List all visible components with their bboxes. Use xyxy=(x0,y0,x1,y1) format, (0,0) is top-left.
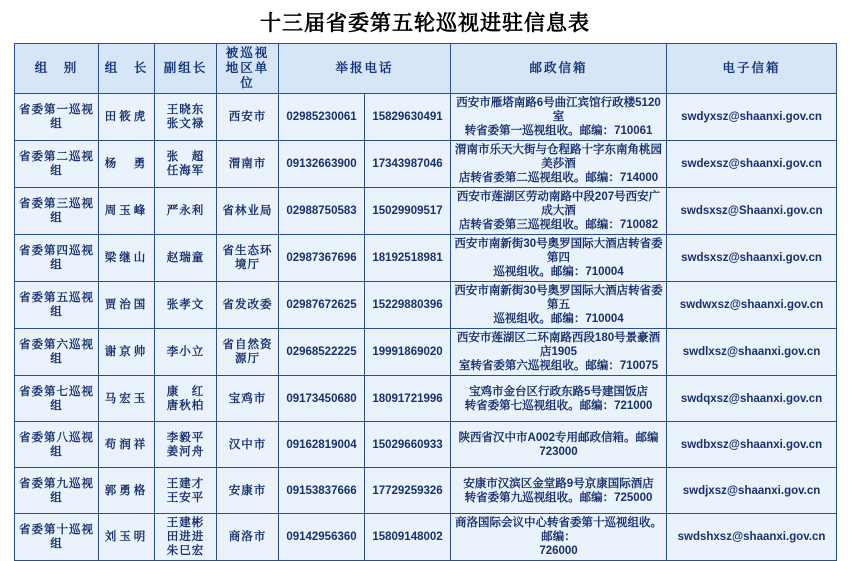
postal-line2: 巡视组收。邮编：710004 xyxy=(493,313,624,325)
cell-phone-1: 09162819004 xyxy=(279,422,365,468)
deputy-line2: 张文禄 xyxy=(166,118,205,130)
postal-line2: 店转省委第二巡视组收。邮编：714000 xyxy=(458,172,659,184)
cell-phone-2: 17729259326 xyxy=(365,468,451,514)
cell-leader: 田筱虎 xyxy=(99,94,155,141)
cell-deputy xyxy=(155,141,217,188)
cell-phone-2: 19991869020 xyxy=(365,329,451,376)
group-line2: 组 xyxy=(50,538,63,550)
cell-email: swdwxsz@shaanxi.gov.cn xyxy=(667,282,837,329)
cell-email: swdqxsz@shaanxi.gov.cn xyxy=(667,376,837,422)
cell-unit: 渭南市 xyxy=(217,141,279,188)
cell-leader: 刘玉明 xyxy=(99,514,155,561)
postal-line1: 西安市雁塔南路6号曲江宾馆行政楼5120室 xyxy=(456,97,661,123)
deputy-line1: 王建彬 xyxy=(166,517,205,529)
postal-line1: 西安市莲湖区二环南路西段180号景豪酒店1905 xyxy=(456,332,661,358)
header-unit-line1: 被巡视 xyxy=(225,46,270,60)
group-line1: 省委第六巡视 xyxy=(19,339,94,351)
cell-deputy: 张孝文 xyxy=(155,282,217,329)
group-line2: 组 xyxy=(50,306,63,318)
table-row xyxy=(15,94,837,141)
group-line1: 省委第三巡视 xyxy=(19,198,94,210)
cell-group xyxy=(15,514,99,561)
cell-email: swdyxsz@shaanxi.gov.cn xyxy=(667,94,837,141)
cell-group xyxy=(15,329,99,376)
cell-email: swdjxsz@shaanxi.gov.cn xyxy=(667,468,837,514)
deputy-line1: 李毅平 xyxy=(166,431,205,444)
postal-line1: 西安市莲湖区劳动南路中段207号西安广成大酒 xyxy=(456,191,661,217)
table-row xyxy=(15,141,837,188)
cell-group xyxy=(15,282,99,329)
cell-group xyxy=(15,376,99,422)
postal-line1: 渭南市乐天大街与仓程路十字东南角桃园美莎酒 xyxy=(455,144,663,170)
group-line1: 省委第八巡视 xyxy=(19,431,94,444)
cell-email: swdsxsz@Shaanxi.gov.cn xyxy=(667,188,837,235)
deputy-line2: 田进进 xyxy=(166,531,205,543)
deputy-line2: 唐秋柏 xyxy=(166,399,205,412)
header-unit xyxy=(217,44,279,94)
cell-postal xyxy=(451,329,667,376)
cell-leader: 郭勇格 xyxy=(99,468,155,514)
table-row xyxy=(15,282,837,329)
deputy-line1: 王建才 xyxy=(166,477,205,490)
cell-email: swdshxsz@shaanxi.gov.cn xyxy=(667,514,837,561)
table-row xyxy=(15,468,837,514)
cell-email: swdsxsz@shaanxi.gov.cn xyxy=(667,235,837,282)
postal-line2: 室转省委第六巡视组收。邮编：710075 xyxy=(458,360,659,372)
cell-unit: 安康市 xyxy=(217,468,279,514)
group-line2: 组 xyxy=(50,259,63,271)
cell-postal xyxy=(451,282,667,329)
table-row xyxy=(15,422,837,468)
header-group: 组 别 xyxy=(15,44,99,94)
cell-phone-2: 15809148002 xyxy=(365,514,451,561)
postal-line1: 商洛国际会议中心转省委第十巡视组收。邮编： xyxy=(455,517,663,543)
cell-unit: 西安市 xyxy=(217,94,279,141)
group-line1: 省委第一巡视 xyxy=(19,104,94,116)
cell-phone-2: 18091721996 xyxy=(365,376,451,422)
cell-leader: 杨 勇 xyxy=(99,141,155,188)
postal-line2: 巡视组收。邮编：710004 xyxy=(493,266,624,278)
cell-group xyxy=(15,188,99,235)
cell-group xyxy=(15,94,99,141)
header-unit-line2: 地区单位 xyxy=(225,61,270,90)
postal-line2: 转省委第九巡视组收。邮编：725000 xyxy=(464,491,653,504)
group-line1: 省委第五巡视 xyxy=(19,292,94,304)
cell-group xyxy=(15,141,99,188)
table-row xyxy=(15,329,837,376)
cell-phone-2: 18192518981 xyxy=(365,235,451,282)
unit-line2: 境厅 xyxy=(235,259,260,271)
table-row xyxy=(15,514,837,561)
cell-postal xyxy=(451,376,667,422)
group-line2: 组 xyxy=(50,118,63,130)
cell-phone-1: 09132663900 xyxy=(279,141,365,188)
cell-group xyxy=(15,422,99,468)
cell-email: swdbxsz@shaanxi.gov.cn xyxy=(667,422,837,468)
table-container xyxy=(0,43,850,561)
cell-phone-1: 02985230061 xyxy=(279,94,365,141)
unit-line2: 源厅 xyxy=(235,353,260,365)
cell-phone-2: 15829630491 xyxy=(365,94,451,141)
page-title: 十三届省委第五轮巡视进驻信息表 xyxy=(260,11,590,35)
cell-deputy xyxy=(155,468,217,514)
cell-deputy: 李小立 xyxy=(155,329,217,376)
cell-phone-1: 02968522225 xyxy=(279,329,365,376)
deputy-line2: 王安平 xyxy=(166,491,205,504)
cell-unit: 商洛市 xyxy=(217,514,279,561)
cell-email: swdexsz@shaanxi.gov.cn xyxy=(667,141,837,188)
deputy-line2: 任海军 xyxy=(166,165,205,177)
cell-deputy xyxy=(155,94,217,141)
cell-deputy: 赵瑞童 xyxy=(155,235,217,282)
unit-line1: 省生态环 xyxy=(222,245,273,257)
cell-phone-2: 15029909517 xyxy=(365,188,451,235)
table-header xyxy=(15,44,837,94)
cell-group xyxy=(15,235,99,282)
group-line2: 组 xyxy=(50,491,63,504)
cell-postal xyxy=(451,188,667,235)
header-leader: 组 长 xyxy=(99,44,155,94)
unit-line1: 省自然资 xyxy=(222,339,273,351)
cell-phone-1: 09173450680 xyxy=(279,376,365,422)
group-line2: 组 xyxy=(50,165,63,177)
cell-unit: 省发改委 xyxy=(217,282,279,329)
table-body xyxy=(15,94,837,561)
postal-line2: 726000 xyxy=(539,545,578,557)
inspection-info-table xyxy=(14,43,837,561)
group-line1: 省委第九巡视 xyxy=(19,477,94,490)
group-line1: 省委第十巡视 xyxy=(19,524,94,536)
cell-phone-1: 09142956360 xyxy=(279,514,365,561)
table-row xyxy=(15,235,837,282)
cell-postal xyxy=(451,468,667,514)
cell-phone-1: 09153837666 xyxy=(279,468,365,514)
cell-unit: 省林业局 xyxy=(217,188,279,235)
cell-deputy xyxy=(155,422,217,468)
header-email: 电子信箱 xyxy=(667,44,837,94)
cell-deputy: 严永利 xyxy=(155,188,217,235)
cell-leader: 周玉峰 xyxy=(99,188,155,235)
header-postal: 邮政信箱 xyxy=(451,44,667,94)
cell-deputy xyxy=(155,376,217,422)
group-line2: 组 xyxy=(50,212,63,224)
table-row xyxy=(15,188,837,235)
deputy-line1: 康 红 xyxy=(166,385,205,398)
cell-postal xyxy=(451,141,667,188)
cell-unit xyxy=(217,329,279,376)
cell-phone-1: 02988750583 xyxy=(279,188,365,235)
cell-unit xyxy=(217,235,279,282)
cell-postal: 陕西省汉中市A002专用邮政信箱。邮编723000 xyxy=(451,422,667,468)
cell-leader: 梁继山 xyxy=(99,235,155,282)
postal-line2: 转省委第一巡视组收。邮编：710061 xyxy=(464,125,653,137)
cell-leader: 苟润祥 xyxy=(99,422,155,468)
deputy-line1: 王晓东 xyxy=(166,104,205,116)
cell-unit: 汉中市 xyxy=(217,422,279,468)
group-line2: 组 xyxy=(50,445,63,458)
postal-line1: 宝鸡市金台区行政东路5号建国饭店 xyxy=(469,385,648,398)
postal-line1: 安康市汉滨区金堂路9号京康国际酒店 xyxy=(463,477,654,490)
postal-line2: 转省委第七巡视组收。邮编：721000 xyxy=(464,399,653,412)
cell-group xyxy=(15,468,99,514)
group-line2: 组 xyxy=(50,353,63,365)
header-row xyxy=(15,44,837,94)
cell-phone-1: 02987367696 xyxy=(279,235,365,282)
header-hotline: 举报电话 xyxy=(279,44,451,94)
cell-unit: 宝鸡市 xyxy=(217,376,279,422)
group-line1: 省委第七巡视 xyxy=(19,385,94,398)
group-line1: 省委第二巡视 xyxy=(19,151,94,163)
header-deputy: 副组长 xyxy=(155,44,217,94)
postal-line2: 店转省委第三巡视组收。邮编：710082 xyxy=(458,219,659,231)
deputy-line3: 朱巳宏 xyxy=(166,545,205,557)
deputy-line1: 张 超 xyxy=(166,151,205,163)
table-row xyxy=(15,376,837,422)
cell-postal xyxy=(451,235,667,282)
cell-postal xyxy=(451,94,667,141)
cell-leader: 谢京帅 xyxy=(99,329,155,376)
cell-leader: 贾治国 xyxy=(99,282,155,329)
cell-email: swdlxsz@shaanxi.gov.cn xyxy=(667,329,837,376)
postal-line1: 西安市南新街30号奥罗国际大酒店转省委第四 xyxy=(454,238,663,264)
cell-phone-1: 02987672625 xyxy=(279,282,365,329)
cell-phone-2: 17343987046 xyxy=(365,141,451,188)
postal-line1: 西安市南新街30号奥罗国际大酒店转省委第五 xyxy=(454,285,663,311)
cell-phone-2: 15029660933 xyxy=(365,422,451,468)
cell-phone-2: 15229880396 xyxy=(365,282,451,329)
cell-deputy xyxy=(155,514,217,561)
deputy-line2: 姜河舟 xyxy=(166,445,205,458)
cell-postal xyxy=(451,514,667,561)
group-line2: 组 xyxy=(50,399,63,412)
group-line1: 省委第四巡视 xyxy=(19,245,94,257)
cell-leader: 马宏玉 xyxy=(99,376,155,422)
